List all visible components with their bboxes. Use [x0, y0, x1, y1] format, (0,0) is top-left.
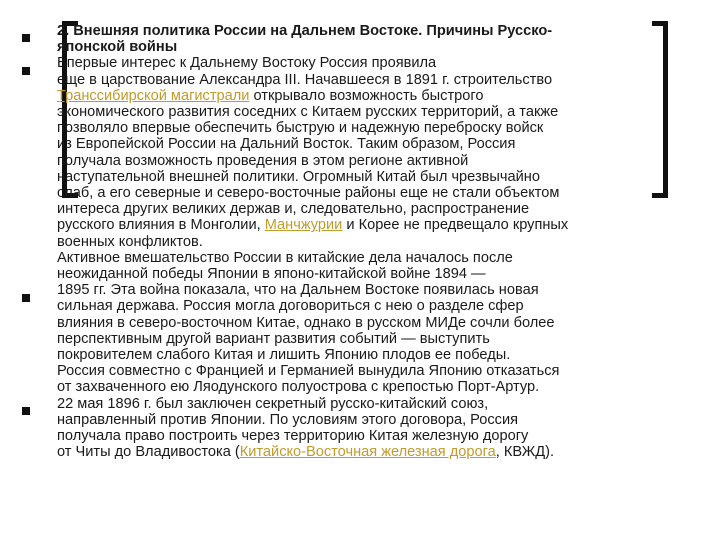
para1-line: позволяло впервые обеспечить быструю и надежную переброску войск	[57, 120, 544, 137]
para3-line: получала право построить через территорию Китая железную дорогу	[57, 428, 529, 445]
slide-body	[57, 23, 697, 460]
para1-line: из Европейской России на Дальний Восток. Таким образом, Россия	[57, 136, 516, 153]
para2-line: сильная держава. Россия могла договориться с нею о разделе сфер	[57, 298, 524, 315]
transsib-link[interactable]: Транссибирской магистрали	[57, 87, 250, 104]
para1-line: наступательной внешней политики. Огромный Китай был чрезвычайно	[57, 168, 540, 185]
para3-line: направленный против Японии. По условиям этого договора, Россия	[57, 411, 519, 428]
para1-line	[57, 217, 697, 233]
para3-line	[57, 444, 697, 460]
para3-line: 22 мая 1896 г. был заключен секретный русско-китайский союз,	[57, 395, 489, 412]
para1-line: интереса других великих держав и, следовательно, распространение	[57, 201, 530, 218]
para1-text: русского влияния в Монголии,	[57, 217, 265, 234]
para3-line: от захваченного ею Ляодунского полуострова с крепостью Порт-Артур.	[57, 379, 540, 396]
para2-line: неожиданной победы Японии в японо-китайской войне 1894 —	[57, 266, 486, 283]
slide-title-line-1: 2. Внешняя политика России на Дальнем Востоке. Причины Русско-	[57, 23, 553, 39]
bullet-4-icon	[22, 407, 30, 415]
para1-line: слаб, а его северные и северо-восточные районы еще не стали объектом	[57, 185, 560, 202]
para1-line: Впервые интерес к Дальнему Востоку Россия проявила	[57, 55, 437, 72]
manchuria-link[interactable]: Манчжурии	[264, 217, 343, 234]
para1-line: еще в царствование Александра III. Начавшееся в 1891 г. строительство	[57, 71, 553, 88]
para3-line: Россия совместно с Францией и Германией вынудила Японию отказаться	[57, 363, 560, 380]
bullet-3-icon	[22, 294, 30, 302]
para2-line: влияния в северо-восточном Китае, однако в русском МИДе сочли более	[57, 314, 555, 331]
para1-text: открывало возможность быстрого	[249, 87, 484, 104]
para2-line: Активное вмешательство России в китайские дела началось после	[57, 249, 513, 266]
para2-line: покровителем слабого Китая и лишить Японию плодов ее победы.	[57, 347, 511, 364]
cer-link[interactable]: Китайско-Восточная железная дорога	[239, 444, 496, 461]
para1-line: экономического развития соседних с Китаем русских территорий, а также	[57, 104, 559, 121]
para2-line: перспективным другой вариант развития событий — выступить	[57, 330, 490, 347]
para1-line	[57, 88, 697, 104]
para3-text: от Читы до Владивостока (	[57, 444, 240, 461]
para1-line: военных конфликтов.	[57, 233, 203, 250]
para1-text: и Корее не предвещало крупных	[342, 217, 569, 234]
bullet-1-icon	[22, 34, 30, 42]
para3-text: , КВЖД).	[495, 444, 555, 461]
slide-title-line-2: японской войны	[57, 39, 178, 56]
para1-line: получала возможность проведения в этом регионе активной	[57, 152, 469, 169]
para2-line: 1895 гг. Эта война показала, что на Дальнем Востоке появилась новая	[57, 282, 539, 299]
bullet-2-icon	[22, 67, 30, 75]
